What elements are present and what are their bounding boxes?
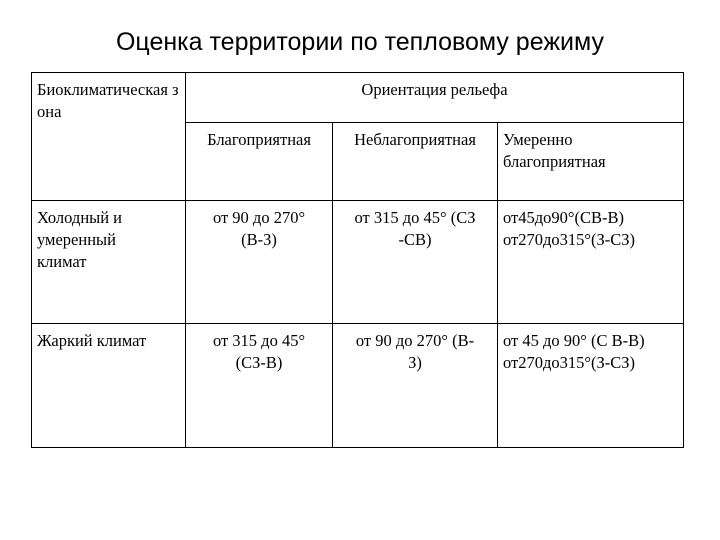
- value-cell: от 315 до 45° (СЗ-В): [186, 324, 333, 448]
- table-row: [32, 324, 684, 448]
- thermal-regime-table: [31, 72, 684, 448]
- column-header-favorable: Благоприятная: [186, 123, 333, 201]
- value-cell: от 45 до 90° (С В-В) от270до315°(З-СЗ): [498, 324, 684, 448]
- slide-title: Оценка территории по тепловому режиму: [115, 28, 604, 56]
- column-header-moderate: Умеренно благоприятная: [498, 123, 684, 201]
- zone-cell: Жаркий климат: [32, 324, 186, 448]
- value-cell: от 90 до 270° (В-З): [186, 201, 333, 324]
- table-row: [32, 201, 684, 324]
- value-cell: от 90 до 270° (В-З): [333, 324, 498, 448]
- column-header-unfavorable: Неблагоприятная: [333, 123, 498, 201]
- value-cell: от45до90°(СВ-В) от270до315°(З-СЗ): [498, 201, 684, 324]
- zone-header: Биоклиматическая зона: [32, 73, 186, 201]
- orientation-header: Ориентация рельефа: [186, 73, 684, 123]
- zone-cell: Холодный и умеренный климат: [32, 201, 186, 324]
- value-cell: от 315 до 45° (СЗ -СВ): [333, 201, 498, 324]
